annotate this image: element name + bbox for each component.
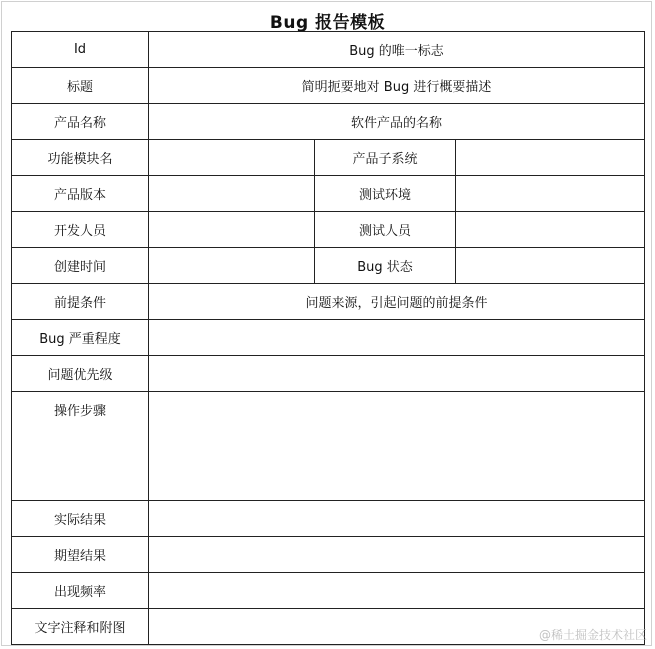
label-expected: 期望结果 — [12, 537, 149, 573]
value-version — [149, 176, 315, 212]
label-steps: 操作步骤 — [12, 392, 149, 501]
label-module: 功能模块名 — [12, 140, 149, 176]
label-subsystem: 产品子系统 — [315, 140, 456, 176]
value-module — [149, 140, 315, 176]
table-row-steps — [12, 392, 645, 501]
value-created — [149, 248, 315, 284]
label-actual: 实际结果 — [12, 501, 149, 537]
value-product-name: 软件产品的名称 — [149, 104, 645, 140]
table-row-version — [12, 176, 645, 212]
label-test-env: 测试环境 — [315, 176, 456, 212]
value-id: Bug 的唯一标志 — [149, 32, 645, 68]
label-severity: Bug 严重程度 — [12, 320, 149, 356]
bug-report-table — [11, 31, 645, 645]
label-title: 标题 — [12, 68, 149, 104]
table-row-priority — [12, 356, 645, 392]
table-row-title — [12, 68, 645, 104]
value-tester — [456, 212, 645, 248]
document-title: Bug 报告模板 — [269, 13, 386, 33]
label-developer: 开发人员 — [12, 212, 149, 248]
value-steps — [149, 392, 645, 501]
value-developer — [149, 212, 315, 248]
value-severity — [149, 320, 645, 356]
label-product-name: 产品名称 — [12, 104, 149, 140]
table-row-id — [12, 32, 645, 68]
label-notes: 文字注释和附图 — [12, 609, 149, 645]
value-title: 简明扼要地对 Bug 进行概要描述 — [149, 68, 645, 104]
label-frequency: 出现频率 — [12, 573, 149, 609]
label-tester: 测试人员 — [315, 212, 456, 248]
table-row-expected — [12, 537, 645, 573]
table-row-developer — [12, 212, 645, 248]
table-row-precondition — [12, 284, 645, 320]
value-bug-status — [456, 248, 645, 284]
value-priority — [149, 356, 645, 392]
table-row-created — [12, 248, 645, 284]
label-version: 产品版本 — [12, 176, 149, 212]
watermark: @稀土掘金技术社区 — [538, 628, 647, 642]
label-created: 创建时间 — [12, 248, 149, 284]
value-precondition: 问题来源，引起问题的前提条件 — [149, 284, 645, 320]
label-priority: 问题优先级 — [12, 356, 149, 392]
table-row-module — [12, 140, 645, 176]
table-row-actual — [12, 501, 645, 537]
table-row-product-name — [12, 104, 645, 140]
table-row-frequency — [12, 573, 645, 609]
label-bug-status: Bug 状态 — [315, 248, 456, 284]
value-test-env — [456, 176, 645, 212]
value-actual — [149, 501, 645, 537]
value-subsystem — [456, 140, 645, 176]
label-precondition: 前提条件 — [12, 284, 149, 320]
table-row-severity — [12, 320, 645, 356]
label-id: Id — [12, 32, 149, 68]
value-expected — [149, 537, 645, 573]
value-frequency — [149, 573, 645, 609]
